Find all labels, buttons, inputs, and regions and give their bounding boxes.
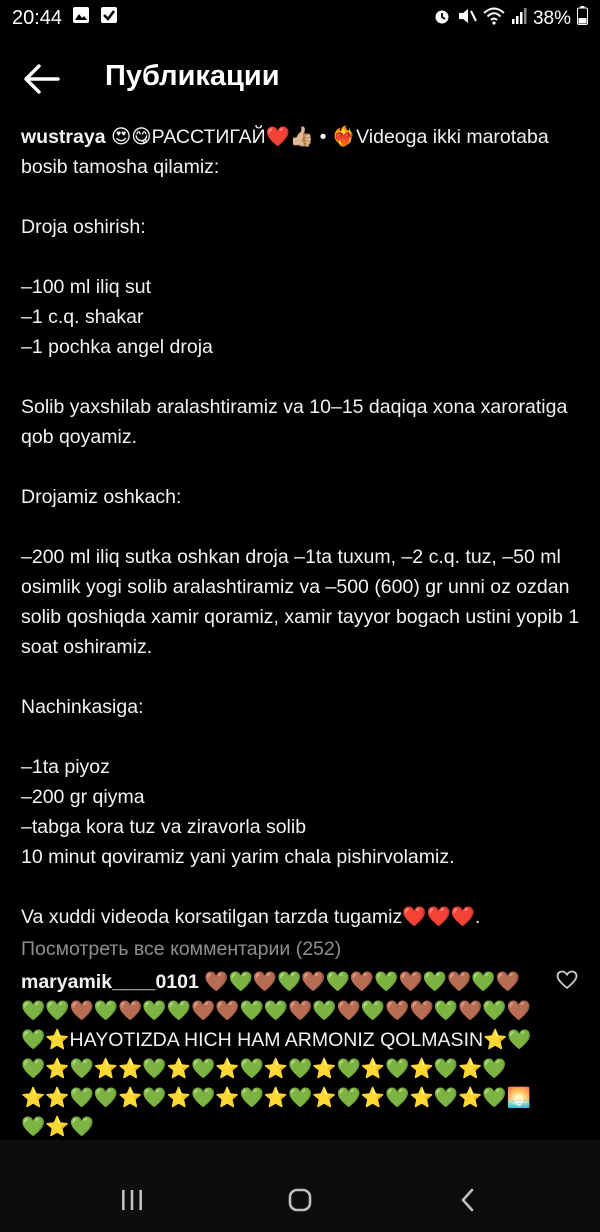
arrow-left-icon[interactable] <box>22 62 62 96</box>
caption-line-text: 😍😋РАССТИГАЙ❤️👍🏼 • ❤️‍🔥Videoga ikki marotaba bosib tamosha qilamiz: <box>21 126 549 178</box>
caption-line <box>21 302 583 332</box>
header <box>0 46 600 110</box>
caption-line-text: Droja oshirish: <box>21 216 146 238</box>
caption-line <box>21 692 583 722</box>
caption-line-text: Drojamiz oshkach: <box>21 486 182 508</box>
caption-line-text: –1ta piyoz <box>21 756 110 778</box>
caption-line-text: 10 minut qoviramiz yani yarim chala pishirvolamiz. <box>21 846 455 868</box>
caption-line-text: –1 pochka angel droja <box>21 336 213 358</box>
battery-percent: 38% <box>532 7 571 29</box>
alarm-icon <box>433 7 451 31</box>
clock: 20:44 <box>12 6 63 29</box>
post-username[interactable]: wustraya <box>21 126 106 148</box>
caption-line-text: Va xuddi videoda korsatilgan tarzda tugamiz❤️❤️❤️. <box>21 906 481 928</box>
recents-icon[interactable] <box>120 1188 144 1212</box>
caption-line <box>21 872 583 902</box>
caption-line <box>21 182 583 212</box>
comment <box>21 968 541 1138</box>
mute-icon <box>457 7 477 31</box>
image-icon <box>72 6 90 30</box>
caption-line <box>21 662 583 692</box>
caption-line <box>21 842 583 872</box>
page-title: Публикации <box>105 60 280 92</box>
caption-line <box>21 512 583 542</box>
caption-text <box>21 122 583 932</box>
caption-line-text: –1 c.q. shakar <box>21 306 144 328</box>
caption-line-text: –tabga kora tuz va ziravorla solib <box>21 816 307 838</box>
caption-line <box>21 752 583 782</box>
caption-line-text: –200 ml iliq sutka oshkan droja –1ta tuxum, –2 c.q. tuz, –50 ml osimlik yogi solib aralashtiramiz va –500 (600) gr unni oz ozdan solib qoshiqda xamir qoramiz, xamir tayyor bogach ustini yopib 1 soat oshiramiz. <box>21 546 580 658</box>
caption-line <box>21 452 583 482</box>
caption-line <box>21 242 583 272</box>
comment-username[interactable]: maryamik____0101 <box>21 971 199 993</box>
caption-line <box>21 902 583 932</box>
caption-line <box>21 482 583 512</box>
view-all-comments-link[interactable]: Посмотреть все комментарии (252) <box>21 938 342 960</box>
check-icon <box>100 6 118 30</box>
caption-line-text: –200 gr qiyma <box>21 786 145 808</box>
caption-line <box>21 122 583 182</box>
battery-icon <box>577 6 588 31</box>
caption-line <box>21 212 583 242</box>
caption-line-text: –100 ml iliq sut <box>21 276 152 298</box>
caption-line <box>21 272 583 302</box>
home-icon[interactable] <box>288 1188 312 1212</box>
caption-line-text: Solib yaxshilab aralashtiramiz va 10–15 daqiqa xona xaroratiga qob qoyamiz. <box>21 396 568 448</box>
system-nav-bar <box>0 1140 600 1232</box>
caption-line <box>21 332 583 362</box>
status-bar <box>0 0 600 36</box>
caption-line <box>21 782 583 812</box>
caption-line <box>21 542 583 662</box>
caption-line <box>21 362 583 392</box>
comment-text: 🤎💚🤎💚🤎💚🤎💚🤎💚🤎💚🤎💚💚🤎💚🤎💚💚🤎🤎💚💚🤎💚🤎💚🤎🤎💚🤎💚🤎💚⭐HAYOTIZDA HICH HAM ARMONIZ QOLMASIN⭐💚💚⭐💚⭐⭐💚⭐💚⭐💚⭐💚⭐💚⭐💚⭐💚⭐💚⭐⭐💚💚⭐💚⭐💚⭐💚⭐💚⭐💚⭐💚⭐💚⭐💚🌅💚⭐💚 <box>21 971 532 1138</box>
signal-icon <box>511 7 527 31</box>
post-caption <box>21 122 583 932</box>
heart-outline-icon[interactable] <box>556 970 578 990</box>
caption-line <box>21 812 583 842</box>
caption-line <box>21 392 583 452</box>
caption-line <box>21 722 583 752</box>
wifi-icon <box>483 7 505 31</box>
back-icon[interactable] <box>458 1188 478 1212</box>
caption-line-text: Nachinkasiga: <box>21 696 144 718</box>
